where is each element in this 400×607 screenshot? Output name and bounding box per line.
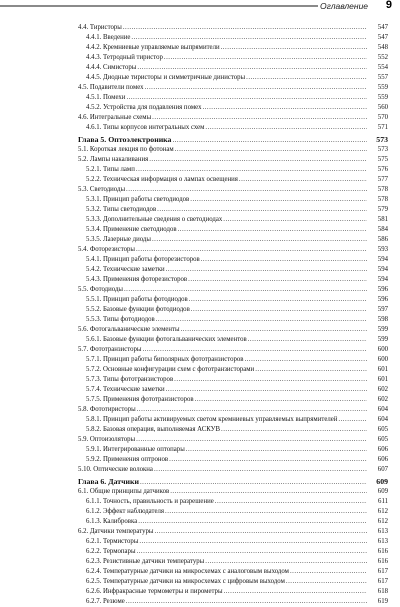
toc-entry-title: 5.7.1. Принцип работы биполярных фототранзисторов — [86, 356, 244, 363]
toc-entry-title: 6.2.3. Резистивные датчики температуры — [86, 558, 205, 565]
toc-entry-page: 607 — [377, 466, 388, 473]
toc-entry-page: 557 — [377, 74, 388, 81]
running-header — [0, 0, 400, 16]
toc-entry-title: 5.8. Фототиристоры — [78, 406, 136, 413]
toc-leader-dots — [136, 435, 367, 445]
toc-entry-page: 599 — [377, 326, 388, 333]
toc-chapter-entry — [0, 477, 388, 487]
toc-leader-dots — [188, 275, 367, 285]
toc-leader-dots — [152, 235, 367, 245]
toc-entry-page: 617 — [377, 578, 388, 585]
toc-entry-title: Глава 5. Оптоэлектроника — [78, 135, 172, 144]
toc-entry-title: 5.3.2. Типы светодиодов — [86, 206, 157, 213]
toc-entry-page: 601 — [377, 376, 388, 383]
toc-entry — [0, 445, 388, 455]
toc-leader-dots — [126, 597, 367, 607]
toc-entry-title: 5.7.2. Основные конфигурации схем с фототранзисторами — [86, 366, 255, 373]
toc-entry-title: 6.1. Общие принципы датчиков — [78, 488, 170, 495]
toc-entry-title: 4.5.1. Помехи — [86, 94, 126, 101]
toc-leader-dots — [166, 265, 367, 275]
toc-entry — [0, 517, 388, 527]
toc-entry-title: 4.6.1. Типы корпусов интегральных схем — [86, 124, 205, 131]
toc-entry — [0, 245, 388, 255]
toc-leader-dots — [189, 295, 367, 305]
toc-leader-dots — [202, 103, 367, 113]
toc-leader-dots — [239, 175, 367, 185]
toc-leader-dots — [126, 93, 367, 103]
toc-entry-page: 609 — [376, 477, 388, 486]
toc-entry — [0, 557, 388, 567]
toc-entry — [0, 83, 388, 93]
toc-entry-page: 559 — [377, 84, 388, 91]
header-section-title: Оглавление — [320, 1, 369, 11]
toc-entry-page: 594 — [377, 266, 388, 273]
toc-entry-page: 599 — [377, 336, 388, 343]
toc-leader-dots — [152, 113, 367, 123]
toc-entry-page: 554 — [377, 64, 388, 71]
toc-entry — [0, 435, 388, 445]
toc-leader-dots — [190, 195, 367, 205]
toc-entry — [0, 345, 388, 355]
toc-entry — [0, 315, 388, 325]
toc-entry — [0, 587, 388, 597]
toc-entry — [0, 305, 388, 315]
toc-entry-page: 594 — [377, 256, 388, 263]
toc-entry — [0, 335, 388, 345]
toc-entry-page: 570 — [377, 114, 388, 121]
toc-leader-dots — [181, 325, 367, 335]
toc-entry — [0, 415, 388, 425]
toc-chapter-entry — [0, 135, 388, 145]
page-number: 9 — [385, 0, 392, 11]
toc-leader-dots — [131, 33, 367, 43]
toc-entry-title: 5.3. Светодиоды — [78, 186, 126, 193]
header-rule — [0, 5, 318, 7]
toc-entry-title: 5.5.2. Базовые функции фотодиодов — [86, 306, 190, 313]
toc-leader-dots — [221, 43, 367, 53]
toc-entry-title: 5.8.2. Базовая операция, выполняемая АСКУВ — [86, 426, 221, 433]
toc-entry — [0, 455, 388, 465]
toc-entry-title: 4.4. Тиристоры — [78, 24, 122, 31]
toc-entry-page: 552 — [377, 54, 388, 61]
toc-leader-dots — [126, 185, 367, 195]
toc-entry-title: 5.3.5. Лазерные диоды — [86, 236, 151, 243]
toc-entry — [0, 235, 388, 245]
toc-entry-title: 5.9.1. Интегрированные оптопары — [86, 446, 185, 453]
toc-leader-dots — [205, 123, 367, 133]
toc-entry — [0, 93, 388, 103]
toc-entry-page: 605 — [377, 426, 388, 433]
toc-entry — [0, 375, 388, 385]
toc-leader-dots — [138, 517, 367, 527]
toc-entry — [0, 155, 388, 165]
toc-entry — [0, 507, 388, 517]
toc-entry-title: 5.4.2. Технические заметки — [86, 266, 165, 273]
toc-leader-dots — [205, 557, 367, 567]
toc-entry-page: 547 — [377, 34, 388, 41]
toc-entry-title: 5.7.4. Технические заметки — [86, 386, 165, 393]
toc-entry-title: 5.7.5. Применения фототранзисторов — [86, 396, 194, 403]
toc-entry — [0, 325, 388, 335]
toc-entry-page: 596 — [377, 286, 388, 293]
toc-entry-page: 573 — [376, 135, 388, 144]
toc-entry-title: 5.3.4. Применение светодиодов — [86, 226, 177, 233]
toc-entry-title: 5.8.1. Принцип работы активируемых светом кремниевых управляемых выпрямителей — [86, 416, 338, 423]
toc-leader-dots — [137, 63, 367, 73]
toc-entry-page: 613 — [377, 538, 388, 545]
toc-entry-page: 612 — [377, 508, 388, 515]
toc-leader-dots — [221, 425, 367, 435]
toc-entry-title: 6.2.4. Температурные датчики на микросхемах с аналоговым выходом — [86, 568, 289, 575]
toc-entry-title: 6.2.2. Термопары — [86, 548, 136, 555]
toc-entry — [0, 527, 388, 537]
toc-leader-dots — [245, 355, 368, 365]
toc-entry — [0, 285, 388, 295]
toc-entry — [0, 597, 388, 607]
toc-entry — [0, 577, 388, 587]
toc-entry — [0, 567, 388, 577]
toc-entry — [0, 113, 388, 123]
toc-entry — [0, 385, 388, 395]
toc-leader-dots — [123, 23, 367, 33]
toc-entry-page: 605 — [377, 436, 388, 443]
toc-entry — [0, 63, 388, 73]
toc-entry-title: 5.3.1. Принцип работы светодиодов — [86, 196, 190, 203]
toc-leader-dots — [248, 335, 367, 345]
toc-entry-page: 548 — [377, 44, 388, 51]
toc-entry-title: 6.1.2. Эффект наблюдателя — [86, 508, 165, 515]
toc-leader-dots — [145, 83, 367, 93]
toc-entry — [0, 465, 388, 475]
toc-entry — [0, 103, 388, 113]
toc-entry-title: 4.4.5. Диодные тиристоры и симметричные динисторы — [86, 74, 246, 81]
toc-entry — [0, 145, 388, 155]
toc-entry-title: 6.2. Датчики температуры — [78, 528, 154, 535]
toc-leader-dots — [165, 507, 367, 517]
toc-entry-title: 5.2. Лампы накаливания — [78, 156, 149, 163]
toc-entry-page: 606 — [377, 446, 388, 453]
toc-entry-page: 604 — [377, 416, 388, 423]
toc-entry — [0, 497, 388, 507]
toc-entry-page: 559 — [377, 94, 388, 101]
toc-entry-page: 617 — [377, 568, 388, 575]
toc-entry — [0, 165, 388, 175]
toc-leader-dots — [338, 415, 367, 425]
toc-entry-title: 4.5. Подавители помех — [78, 84, 144, 91]
toc-entry-title: 5.4. Фоторезисторы — [78, 246, 135, 253]
toc-entry-page: 579 — [377, 206, 388, 213]
toc-entry-title: 6.2.5. Температурные датчики на микросхемах с цифровым выходом — [86, 578, 285, 585]
toc-entry-title: 5.4.1. Принцип работы фоторезисторов — [86, 256, 200, 263]
toc-entry — [0, 355, 388, 365]
toc-leader-dots — [142, 345, 367, 355]
toc-leader-dots — [136, 245, 367, 255]
toc-entry-page: 602 — [377, 396, 388, 403]
toc-leader-dots — [124, 285, 367, 295]
toc-entry-title: 5.9.2. Применения оптронов — [86, 456, 169, 463]
toc-entry-title: 5.2.1. Типы ламп — [86, 166, 135, 173]
toc-entry-title: 4.4.4. Симисторы — [86, 64, 137, 71]
toc-entry-page: 594 — [377, 276, 388, 283]
toc-entry-title: 5.10. Оптические волокна — [78, 466, 153, 473]
toc-entry-title: 4.6. Интегральные схемы — [78, 114, 152, 121]
toc-entry-page: 573 — [377, 146, 388, 153]
toc-entry-page: 596 — [377, 296, 388, 303]
toc-entry — [0, 405, 388, 415]
toc-entry-page: 618 — [377, 588, 388, 595]
toc-entry-page: 600 — [377, 356, 388, 363]
toc-entry-page: 581 — [377, 216, 388, 223]
toc-entry-page: 606 — [377, 456, 388, 463]
toc-entry-page: 577 — [377, 176, 388, 183]
toc-leader-dots — [178, 225, 367, 235]
toc-entry — [0, 215, 388, 225]
toc-entry-page: 612 — [377, 518, 388, 525]
toc-entry-page: 578 — [377, 186, 388, 193]
toc-entry-title: 6.1.3. Калибровка — [86, 518, 138, 525]
toc-leader-dots — [174, 375, 367, 385]
toc-entry-page: 616 — [377, 558, 388, 565]
toc-entry — [0, 53, 388, 63]
toc-leader-dots — [170, 487, 367, 497]
toc-leader-dots — [164, 53, 367, 63]
toc-entry-title: 6.2.7. Резюме — [86, 598, 125, 605]
toc-entry-title: 6.1.1. Точность, правильность и разрешение — [86, 498, 214, 505]
toc-leader-dots — [201, 255, 367, 265]
toc-entry-page: 619 — [377, 598, 388, 605]
toc-entry — [0, 255, 388, 265]
toc-entry — [0, 547, 388, 557]
toc-entry-page: 575 — [377, 156, 388, 163]
toc-entry — [0, 295, 388, 305]
toc-entry — [0, 73, 388, 83]
toc-leader-dots — [246, 73, 367, 83]
toc-entry — [0, 195, 388, 205]
toc-leader-dots — [290, 567, 367, 577]
toc-leader-dots — [157, 205, 367, 215]
toc-entry — [0, 225, 388, 235]
toc-entry — [0, 175, 388, 185]
toc-leader-dots — [136, 165, 367, 175]
toc-entry — [0, 123, 388, 133]
toc-entry-page: 584 — [377, 226, 388, 233]
toc-leader-dots — [166, 385, 367, 395]
toc-entry-title: 4.5.2. Устройства для подавления помех — [86, 104, 202, 111]
toc-entry-title: 5.5.3. Типы фотодиодов — [86, 316, 155, 323]
toc-leader-dots — [154, 527, 367, 537]
toc-entry — [0, 365, 388, 375]
toc-leader-dots — [175, 145, 367, 155]
toc-entry-page: 598 — [377, 316, 388, 323]
toc-entry-title: 5.4.3. Применения фоторезисторов — [86, 276, 188, 283]
toc-entry — [0, 205, 388, 215]
toc-entry-title: 4.4.1. Введение — [86, 34, 131, 41]
toc-leader-dots — [224, 587, 367, 597]
toc-entry — [0, 185, 388, 195]
toc-entry-page: 586 — [377, 236, 388, 243]
toc-entry-page: 600 — [377, 346, 388, 353]
toc-entry-title: 4.4.3. Тетродный тиристор — [86, 54, 163, 61]
toc-leader-dots — [156, 315, 367, 325]
toc-leader-dots — [191, 305, 367, 315]
toc-entry-title: 5.5. Фотодиоды — [78, 286, 123, 293]
toc-entry-title: 5.7.3. Типы фототранзисторов — [86, 376, 174, 383]
toc-entry — [0, 265, 388, 275]
toc-leader-dots — [137, 547, 367, 557]
toc-entry-title: 4.4.2. Кремниевые управляемые выпрямители — [86, 44, 220, 51]
toc-entry-title: 6.2.1. Термисторы — [86, 538, 139, 545]
toc-entry-page: 611 — [378, 498, 388, 505]
toc-leader-dots — [137, 405, 367, 415]
toc-entry-page: 578 — [377, 196, 388, 203]
toc-entry-page: 593 — [377, 246, 388, 253]
toc-leader-dots — [286, 577, 367, 587]
toc-entry-page: 597 — [377, 306, 388, 313]
toc-entry-page: 602 — [377, 386, 388, 393]
toc-entry-title: 5.6.1. Базовые функции фотогальванических элементов — [86, 336, 247, 343]
toc-entry — [0, 425, 388, 435]
toc-leader-dots — [186, 445, 367, 455]
toc-entry-page: 613 — [377, 528, 388, 535]
toc-entry — [0, 33, 388, 43]
toc-entry — [0, 23, 388, 33]
toc-entry-title: 5.7. Фототранзисторы — [78, 346, 142, 353]
toc-entry-title: 5.2.2. Техническая информация о лампах освещения — [86, 176, 238, 183]
toc-entry — [0, 395, 388, 405]
toc-leader-dots — [169, 455, 367, 465]
toc-entry — [0, 537, 388, 547]
toc-entry — [0, 487, 388, 497]
toc-entry — [0, 43, 388, 53]
toc-leader-dots — [195, 395, 367, 405]
toc-leader-dots — [215, 497, 367, 507]
toc-entry-title: 5.3.3. Дополнительные сведения о светодиодах — [86, 216, 223, 223]
toc-entry-page: 571 — [377, 124, 388, 131]
toc-leader-dots — [223, 215, 367, 225]
toc-leader-dots — [149, 155, 367, 165]
toc-entry-title: 5.1. Короткая лекция по фотонам — [78, 146, 174, 153]
toc-entry — [0, 275, 388, 285]
toc-entry-page: 547 — [377, 24, 388, 31]
toc-entry-page: 616 — [377, 548, 388, 555]
toc-entry-title: 5.9. Оптоизоляторы — [78, 436, 136, 443]
toc-entry-page: 560 — [377, 104, 388, 111]
toc-entry-page: 601 — [377, 366, 388, 373]
toc-entry-title: 5.5.1. Принцип работы фотодиодов — [86, 296, 188, 303]
toc-entry-title: 6.2.6. Инфракрасные термометры и пирометры — [86, 588, 223, 595]
toc-leader-dots — [154, 465, 367, 475]
toc-entry-page: 604 — [377, 406, 388, 413]
toc-entry-title: 5.6. Фотогальванические элементы — [78, 326, 180, 333]
toc-entry-title: Глава 6. Датчики — [78, 477, 139, 486]
toc-entry-page: 609 — [377, 488, 388, 495]
toc-leader-dots — [255, 365, 367, 375]
toc-entry-page: 576 — [377, 166, 388, 173]
toc-leader-dots — [139, 537, 367, 547]
